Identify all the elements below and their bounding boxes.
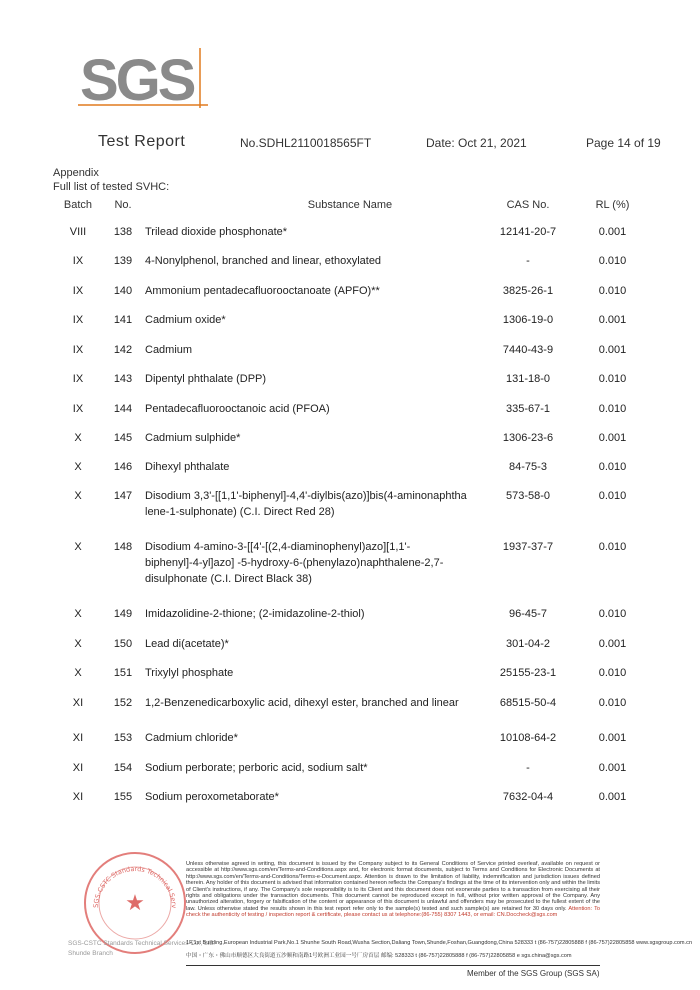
- cell-substance: Cadmium: [145, 344, 193, 356]
- cell-substance: Dipentyl phthalate (DPP): [145, 373, 267, 385]
- cell-rl: 0.001: [598, 314, 627, 326]
- cell-batch: XI: [72, 791, 84, 803]
- cell-rl: 0.010: [598, 461, 627, 473]
- cell-batch: VIII: [69, 226, 87, 238]
- cell-batch: X: [74, 608, 82, 620]
- cell-rl: 0.001: [598, 226, 627, 238]
- company-branch: Shunde Branch: [68, 950, 113, 957]
- cell-batch: IX: [72, 373, 84, 385]
- cell-substance: Sodium peroxometaborate*: [145, 791, 279, 803]
- report-number: No.SDHL2110018565FT: [240, 136, 372, 150]
- cell-cas: 25155-23-1: [499, 667, 557, 679]
- sgs-logo: [78, 48, 208, 108]
- svg-text:★: ★: [125, 891, 145, 916]
- cell-batch: XI: [72, 732, 84, 744]
- cell-no: 141: [113, 314, 133, 326]
- cell-no: 150: [113, 638, 133, 650]
- cell-substance: Lead di(acetate)*: [145, 638, 229, 650]
- cell-cas: 84-75-3: [509, 461, 547, 473]
- cell-no: 155: [113, 791, 133, 803]
- col-header-no: No.: [114, 199, 132, 211]
- cell-no: 147: [113, 490, 133, 502]
- cell-no: 154: [113, 762, 133, 774]
- cell-rl: 0.001: [598, 762, 627, 774]
- cell-rl: 0.010: [598, 541, 627, 553]
- cell-batch: X: [74, 461, 82, 473]
- cell-substance: Cadmium chloride*: [145, 732, 238, 744]
- cell-batch: IX: [72, 285, 84, 297]
- cell-batch: XI: [72, 762, 84, 774]
- cell-batch: X: [74, 490, 82, 502]
- cell-no: 142: [113, 344, 133, 356]
- cell-substance: Cadmium sulphide*: [145, 432, 241, 444]
- cell-cas: -: [526, 762, 530, 774]
- cell-rl: 0.010: [598, 697, 627, 709]
- cell-cas: 7632-04-4: [502, 791, 554, 803]
- cell-no: 153: [113, 732, 133, 744]
- cell-substance: Sodium perborate; perboric acid, sodium salt*: [145, 762, 368, 774]
- cell-no: 145: [113, 432, 133, 444]
- cell-substance: 4-Nonylphenol, branched and linear, ethoxylated: [145, 255, 382, 267]
- cell-cas: 68515-50-4: [499, 697, 557, 709]
- cell-cas: 1306-23-6: [502, 432, 554, 444]
- cell-batch: X: [74, 432, 82, 444]
- col-header-batch: Batch: [63, 199, 93, 211]
- cell-cas: 1306-19-0: [502, 314, 554, 326]
- authenticity-notice: Attention: To check the authenticity of testing / inspection report & certificate, please contact us at telephone:(86-755) 8307 1443, or email: CN.Doccheck@sgs.com: [186, 905, 601, 919]
- cell-rl: 0.001: [598, 432, 627, 444]
- cell-cas: 3825-26-1: [502, 285, 554, 297]
- footer-divider: [186, 965, 600, 966]
- cell-substance: Disodium 3,3'-[[1,1'-biphenyl]-4,4'-diylbis(azo)]bis(4-aminonaphthalene-1-sulphonate) (C.I. Direct Red 28): [145, 490, 467, 518]
- cell-rl: 0.001: [598, 344, 627, 356]
- cell-rl: 0.010: [598, 403, 627, 415]
- cell-batch: IX: [72, 314, 84, 326]
- cell-cas: 10108-64-2: [499, 732, 557, 744]
- cell-cas: 7440-43-9: [502, 344, 554, 356]
- cell-cas: 573-58-0: [505, 490, 551, 502]
- cell-cas: -: [526, 255, 530, 267]
- col-header-substance: Substance Name: [307, 199, 393, 211]
- cell-batch: IX: [72, 344, 84, 356]
- cell-batch: X: [74, 667, 82, 679]
- cell-substance: 1,2-Benzenedicarboxylic acid, dihexyl ester, branched and linear: [145, 697, 459, 709]
- cell-batch: X: [74, 541, 82, 553]
- cell-substance: Trilead dioxide phosphonate*: [145, 226, 288, 238]
- cell-batch: XI: [72, 697, 84, 709]
- logo-wordmark: SGS: [80, 48, 194, 108]
- cell-rl: 0.010: [598, 667, 627, 679]
- cell-no: 143: [113, 373, 133, 385]
- report-date: Date: Oct 21, 2021: [426, 136, 527, 150]
- cell-no: 148: [113, 541, 133, 553]
- cell-cas: 335-67-1: [505, 403, 551, 415]
- cell-substance: Ammonium pentadecafluorooctanoate (APFO)**: [145, 285, 380, 297]
- cell-substance: Dihexyl phthalate: [145, 461, 230, 473]
- cell-no: 149: [113, 608, 133, 620]
- cell-batch: IX: [72, 255, 84, 267]
- cell-no: 140: [113, 285, 133, 297]
- appendix-subheading: Full list of tested SVHC:: [53, 181, 170, 193]
- col-header-rl: RL (%): [595, 199, 630, 211]
- address-chinese: 中国・广东・佛山市顺德区大良街道五沙顺和南路1号欧洲工业园一号厂房首层 邮编: 528333 t (86-757)22805888 f (86-757)22805858 e sgs.china@sgs.com: [186, 953, 572, 959]
- terms-fine-print: [186, 861, 600, 919]
- cell-substance: Pentadecafluorooctanoic acid (PFOA): [145, 403, 330, 415]
- cell-no: 139: [113, 255, 133, 267]
- cell-batch: X: [74, 638, 82, 650]
- cell-cas: 301-04-2: [505, 638, 551, 650]
- cell-cas: 1937-37-7: [502, 541, 554, 553]
- cell-rl: 0.010: [598, 490, 627, 502]
- cell-rl: 0.001: [598, 638, 627, 650]
- cell-substance: Disodium 4-amino-3-[[4'-[(2,4-diaminophenyl)azo][1,1'-biphenyl]-4-yl]azo] -5-hydroxy-6-(phenylazo)naphthalene-2,7-disulphonate (C.I. Direct Black 38): [145, 541, 444, 585]
- cell-substance: Imidazolidine-2-thione; (2-imidazoline-2-thiol): [145, 608, 365, 620]
- address-english: 1F,1st Building,European Industrial Park,No.1 Shunhe South Road,Wusha Section,Daliang Town,Shunde,Foshan,Guangdong,China 528333 t (86-757)22805888 f (86-757)22805858 www.sgsgroup.com.cn: [186, 940, 693, 946]
- report-title: Test Report: [98, 133, 186, 150]
- cell-no: 144: [113, 403, 133, 415]
- col-header-cas: CAS No.: [506, 199, 550, 211]
- sgs-member-line: Member of the SGS Group (SGS SA): [467, 969, 600, 978]
- cell-rl: 0.010: [598, 255, 627, 267]
- cell-no: 146: [113, 461, 133, 473]
- cell-cas: 12141-20-7: [499, 226, 557, 238]
- cell-rl: 0.001: [598, 732, 627, 744]
- terms-text: Unless otherwise agreed in writing, this document is issued by the Company subject to its General Conditions of Service printed overleaf, available on request or accessible at http://www.sgs.com/en/Terms-and-Conditions.aspx and, for electronic format documents, subject to Terms and Conditions for Electronic Documents at http://www.sgs.com/en/Terms-and-Conditions/Terms-e-Document.aspx. Attention is drawn to the limitation of liability, indemnification and jurisdiction issues defined therein. Any holder of this document is advised that information contained hereon reflects the Company's findings at the time of its intervention only and within the limits of Client's instructions, if any. The Company's sole responsibility is to its Client and this document does not exonerate parties to a transaction from exercising all their rights and obligations under the transaction documents. This document cannot be reproduced except in full, without prior written approval of the Company. Any unauthorized alteration, forgery or falsification of the content or appearance of this document is unlawful and offenders may be prosecuted to the fullest extent of the law. Unless otherwise stated the results shown in this test report refer only to the sample(s) tested and such sample(s) are retained for 30 days only.: [186, 861, 600, 912]
- cell-rl: 0.001: [598, 791, 627, 803]
- cell-no: 151: [113, 667, 133, 679]
- cell-no: 138: [113, 226, 133, 238]
- cell-cas: 131-18-0: [505, 373, 551, 385]
- appendix-heading: Appendix: [53, 167, 99, 179]
- seal-text: SGS-CSTC Standards Technical Serv: [91, 864, 179, 909]
- company-name: SGS-CSTC Standards Technical Services Co., Ltd.: [68, 940, 215, 947]
- cell-substance: Trixylyl phosphate: [145, 667, 234, 679]
- cell-batch: IX: [72, 403, 84, 415]
- cell-no: 152: [113, 697, 133, 709]
- cell-rl: 0.010: [598, 373, 627, 385]
- cell-rl: 0.010: [598, 285, 627, 297]
- cell-substance: Cadmium oxide*: [145, 314, 226, 326]
- page-indicator: Page 14 of 19: [586, 136, 661, 150]
- cell-cas: 96-45-7: [509, 608, 547, 620]
- cell-rl: 0.010: [598, 608, 627, 620]
